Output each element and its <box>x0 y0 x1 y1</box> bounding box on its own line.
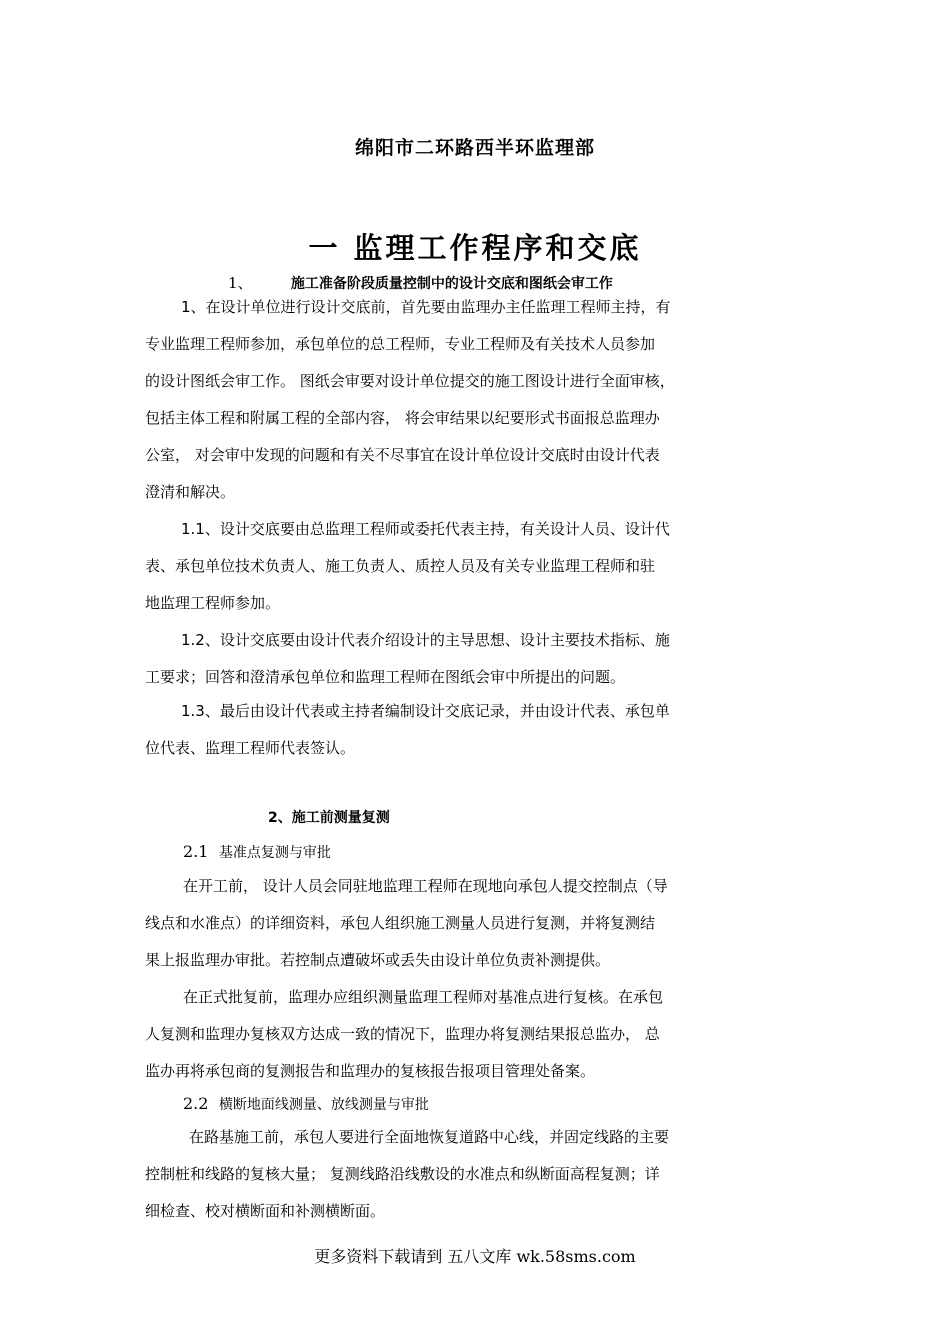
text-line: 人复测和监理办复核双方达成一致的情况下，监理办将复测结果报总监办， 总 <box>145 1025 660 1043</box>
text-line: 1.2、设计交底要由设计代表介绍设计的主导思想、设计主要技术指标、施 <box>181 631 670 649</box>
text-line: 表、承包单位技术负责人、施工负责人、质控人员及有关专业监理工程师和驻 <box>145 557 656 575</box>
text-line: 地监理工程师参加。 <box>145 594 281 612</box>
text-line: 工要求；回答和澄清承包单位和监理工程师在图纸会审中所提出的问题。 <box>145 668 626 686</box>
minor-heading-title: 基准点复测与审批 <box>218 845 331 861</box>
text-line: 1.1、设计交底要由总监理工程师或委托代表主持，有关设计人员、设计代 <box>181 520 670 538</box>
paragraph-1-1 <box>145 511 805 622</box>
text-line: 专业监理工程师参加，承包单位的总工程师，专业工程师及有关技术人员参加 <box>145 335 656 353</box>
text-line: 公室， 对会审中发现的问题和有关不尽事宜在设计单位设计交底时由设计代表 <box>145 446 660 464</box>
minor-heading-title: 横断地面线测量、放线测量与审批 <box>218 1097 429 1113</box>
minor-heading-2-2 <box>183 1094 429 1114</box>
text-line: 果上报监理办审批。若控制点遭破坏或丢失由设计单位负责补测提供。 <box>145 951 611 969</box>
text-line: 在正式批复前，监理办应组织测量监理工程师对基准点进行复核。在承包 <box>183 988 664 1006</box>
paragraph-1-2 <box>145 622 805 696</box>
subsection-title: 施工准备阶段质量控制中的设计交底和图纸会审工作 <box>290 276 613 292</box>
org-title: 绵阳市二环路西半环监理部 <box>354 137 595 159</box>
paragraph-2-1a <box>145 868 805 979</box>
text-line: 在开工前， 设计人员会同驻地监理工程师在现地向承包人提交控制点（导 <box>183 877 668 895</box>
subsection-heading-2: 2、施工前测量复测 <box>268 810 390 826</box>
paragraph-2-2 <box>145 1119 805 1230</box>
paragraph-1-3 <box>145 693 805 767</box>
text-line: 1.3、最后由设计代表或主持者编制设计交底记录，并由设计代表、承包单 <box>181 702 670 720</box>
minor-heading-number: 2.2 <box>183 1094 209 1113</box>
paragraph-2-1b <box>145 979 805 1090</box>
text-line: 线点和水准点）的详细资料，承包人组织施工测量人员进行复测，并将复测结 <box>145 914 656 932</box>
text-line: 澄清和解决。 <box>145 483 236 501</box>
subsection-number: 1、 <box>228 274 253 292</box>
text-line: 的设计图纸会审工作。 图纸会审要对设计单位提交的施工图设计进行全面审核， <box>145 372 675 390</box>
text-line: 细检查、校对横断面和补测横断面。 <box>145 1202 386 1220</box>
text-line: 位代表、监理工程师代表签认。 <box>145 739 356 757</box>
text-line: 控制桩和线路的复核大量； 复测线路沿线敷设的水准点和纵断面高程复测；详 <box>145 1165 660 1183</box>
text-line: 在路基施工前，承包人要进行全面地恢复道路中心线，并固定线路的主要 <box>189 1128 670 1146</box>
section-title: 一 监理工作程序和交底 <box>308 231 642 265</box>
minor-heading-2-1 <box>183 842 331 862</box>
text-line: 监办再将承包商的复测报告和监理办的复核报告报项目管理处备案。 <box>145 1062 596 1080</box>
text-line: 1、在设计单位进行设计交底前，首先要由监理办主任监理工程师主持，有 <box>181 298 671 316</box>
footer-download-link[interactable]: 更多资料下载请到 五八文库 wk.58sms.com <box>314 1247 636 1266</box>
text-line: 包括主体工程和附属工程的全部内容， 将会审结果以纪要形式书面报总监理办 <box>145 409 660 427</box>
paragraph-1 <box>145 289 805 511</box>
minor-heading-number: 2.1 <box>183 842 209 861</box>
